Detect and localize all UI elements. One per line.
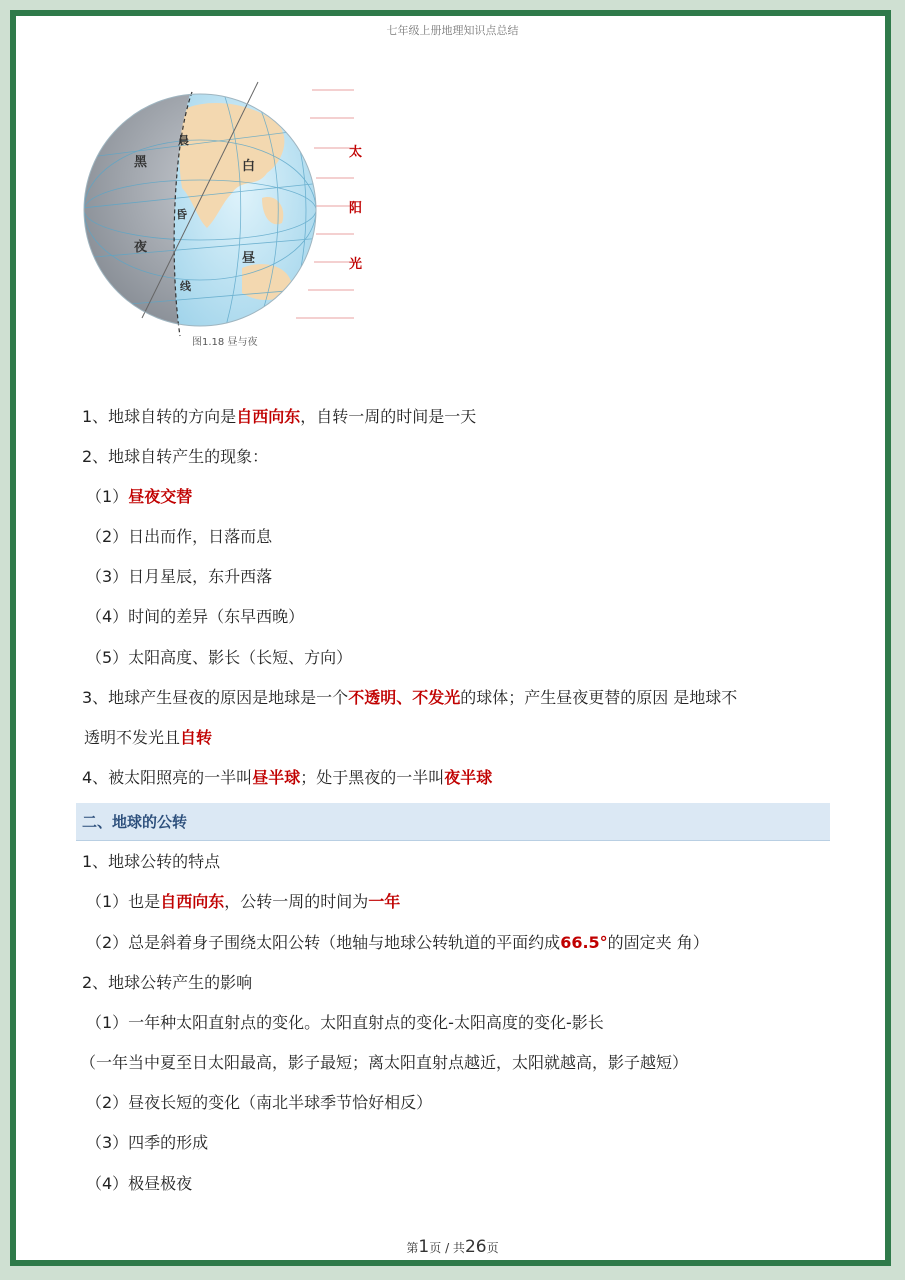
rotation-effects-heading: 2、地球自转产生的现象： — [82, 447, 269, 466]
hemisphere-line: 4、被太阳照亮的一半叫昼半球；处于黑夜的一半叫夜半球 — [82, 768, 493, 787]
revolution-features-heading: 1、地球公转的特点 — [82, 852, 221, 871]
terminator-label-1: 晨 — [178, 134, 189, 147]
page-header: 七年级上册地理知识点总结 — [386, 24, 519, 37]
revolution-effects-heading: 2、地球公转产生的影响 — [82, 973, 253, 992]
total-pages: 26 — [464, 1237, 487, 1257]
day-night-figure — [82, 78, 362, 353]
effect-item-5: （5）太阳高度、影长（长短、方向） — [86, 648, 353, 667]
revolution-effect-4: （4）极昼极夜 — [86, 1174, 193, 1193]
page-number: 1 — [418, 1237, 430, 1257]
day-label-1: 白 — [242, 159, 256, 174]
effect-item-4: （4）时间的差异（东早西晚） — [86, 607, 305, 626]
revolution-effect-2: （2）昼夜长短的变化（南北半球季节恰好相反） — [86, 1093, 433, 1112]
effect-item-1: （1）昼夜交替 — [86, 487, 193, 506]
revolution-feature-2: （2）总是斜着身子围绕太阳公转（地轴与地球公转轨道的平面约成66.5°的固定夹 角） — [86, 933, 709, 952]
page-footer: 第1页 / 共26页 — [406, 1237, 499, 1257]
section-heading: 二、地球的公转 — [82, 813, 188, 831]
terminator-label-2: 昏 — [176, 208, 187, 221]
sunlight-label-2: 阳 — [348, 201, 362, 216]
terminator-label-3: 线 — [180, 280, 191, 293]
night-label-2: 夜 — [134, 240, 148, 255]
revolution-feature-1: （1）也是自西向东，公转一周的时间为一年 — [86, 892, 401, 911]
rotation-direction-line: 1、地球自转的方向是自西向东，自转一周的时间是一天 — [82, 407, 477, 426]
revolution-effect-3: （3）四季的形成 — [86, 1133, 209, 1152]
day-label-2: 昼 — [242, 251, 256, 266]
sunlight-label-1: 太 — [348, 145, 362, 160]
effect-item-2: （2）日出而作，日落而息 — [86, 527, 273, 546]
section-heading-bar — [76, 803, 830, 841]
effect-item-3: （3）日月星辰，东升西落 — [86, 567, 273, 586]
day-night-cause-line: 3、地球产生昼夜的原因是地球是一个不透明、不发光的球体；产生昼夜更替的原因 是地球不 — [82, 688, 738, 707]
revolution-effect-1: （1）一年种太阳直射点的变化。太阳直射点的变化-太阳高度的变化-影长 — [86, 1013, 604, 1032]
day-night-cause-line-2: 透明不发光且自转 — [84, 728, 213, 747]
revolution-effect-1-note: （一年当中夏至日太阳最高，影子最短；离太阳直射点越近，太阳就越高，影子越短） — [80, 1053, 689, 1072]
sunlight-label-3: 光 — [348, 257, 362, 272]
globe-illustration — [82, 78, 362, 353]
night-label-1: 黑 — [134, 155, 148, 170]
figure-caption: 图1.18 昼与夜 — [192, 337, 258, 348]
